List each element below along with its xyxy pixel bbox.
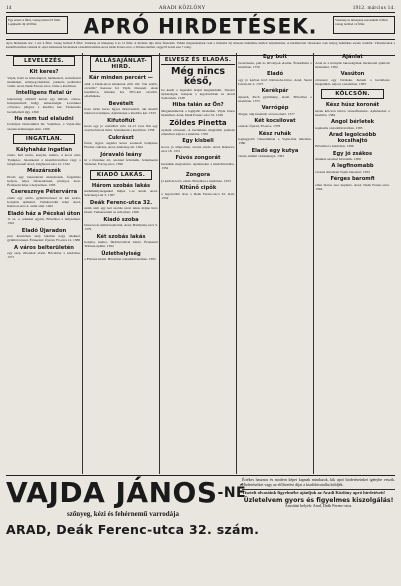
section-heading: ÁLLÁSAJÁNLAT-HIRD. [90,56,151,72]
ad-title: Bevételt [108,100,134,107]
notice-box [242,478,395,508]
classified-ad [238,148,311,159]
section-heading: KÖLCSÖN. [321,89,383,99]
ad-text: konyha, kamra, fürdőszobával kiadó. Értekezni Tribuna-épület. 1392 [84,240,158,249]
ad-title: Arad legolcsóbb kocsihajtó [328,131,377,144]
ad-text: Bővebbet a kiadóban. 1386 [315,144,354,149]
ad-title: Kerékpár [261,88,289,94]
ad-title: Kész ruhák [258,130,292,137]
ad-text: újszerű, Puch gyártmány, eladó. Bővebbet a kiadóban. 1375 [238,94,312,103]
ad-title: Férges baromfi [330,176,375,182]
classified-ad [161,67,234,100]
ad-column-2 [83,53,160,474]
newspaper-page [6,4,395,582]
masthead-right-box: Vasárnap és ünnepnap szavanként 6 fillér, vastag betűvel 12 fillér. [333,16,395,34]
ad-text: berendezés, pult és állványok eladók. Érdeklődni a kiadóban. 1370 [238,60,312,69]
ad-text: Megtekinthetők a legújabb modellek. Vajda János üzletében. Arad, Deák Ferenc-utca 32. 1349 [161,108,235,117]
ad-column-5 [314,53,391,474]
ad-text: Singer, alig használt, olcsón eladó. 1377 [238,111,295,116]
ad-text: Arad és a környék lakosságának tisztelettel ajánlom üzletemet. 1382 [315,60,390,69]
ad-title: Egy kisbeli [182,138,214,145]
classified-ad [315,151,389,162]
ad-text: keres egy jó családból való 14–15 éves fiút egy arad-belvárosi üzlet. Jelentkezni a kiadóban. 1358 [84,124,158,133]
classified-ad [161,138,234,153]
classified-ad [238,118,311,129]
ad-text: hozó üzlet keres ügyes üzletvezetőt, aki kisebb tőkével is belépne. Ajánlatokat a kiadóba kér. 1333 [84,107,158,116]
classified-ad [84,217,157,232]
ad-text: eladó. Két szoba, konyha, kamra, 4 kocsi szín, Tyúkpiac, Jelentkezni a kiadóhivatalban vagy a tulajdonosnál Arad, Zsigmond-utca 12. 1342 [7,153,81,166]
ad-title: Eladó ház a Pécskai úton [7,210,81,217]
classified-ad [161,102,234,117]
ad-text: ki a főzéshez ért, azonnal felvétetik. Jelentkezni Weiszné, Forray-utca. 1390 [84,158,158,167]
ad-title: Hiba talán az Ön? [172,102,224,109]
section-heading: KIADÓ LAKÁS. [90,170,151,180]
ad-text: forduljon bizalommal Dr. Vajdához, a Vajda-féle szerencsétlenségek után. 1399 [7,122,81,131]
running-header [6,4,395,13]
ad-title: Eladó [266,71,284,77]
ad-title: Két kocsilovat [254,117,296,124]
ad-title: Kitűnő cipők [179,185,217,191]
ad-title: Kit keres? [29,69,59,75]
classified-ad [315,119,389,130]
ad-column-4 [237,53,314,474]
ad-title: Mészárszék [27,168,61,174]
paper-name: ARADI KÖZLÖNY [158,5,206,11]
ad-title: Három szobás lakás [91,182,151,189]
ad-title: Zongora [185,172,211,179]
vajda-advert-name [6,476,247,509]
classified-ad [7,147,80,166]
ad-title: Zöldes Pinetta [169,119,227,128]
ad-text: munkás azonnal felvétetik. 1389 [315,157,361,161]
ad-text: vizsla, kitűnő vadászkutya. 1381 [238,154,285,158]
ad-title: Cukrászt [108,134,134,141]
ad-text: kocsi, jó állapotban, olcsón eladó. Arad, Rákóczi-utca 18. 1351 [161,144,235,153]
ad-text: ellen biztos szer kapható. Arad, Deák Ferenc-utca. 1394 [315,182,390,191]
classified-ad [315,71,389,86]
ad-title: Varrógép [261,105,289,111]
ad-title: Vasúton [340,71,365,77]
ad-text: ismeretség céljából keresi egy művelt, csinos, középtermetű hölgy ismeretségét. Leveleket »Tavasz« jeligére a kiadóba kér. Titoktartás becsületbeli ügy. 1360 [7,96,81,114]
ad-text: a Főtéren kiadó. Bővebbet a kiadóhivatalban. 1395 [84,257,156,261]
ad-title: Angol bérletek [330,119,375,125]
ad-text: Vajda, festő és mázolóipari, házmesteri, szobafestői munkákat, szőnyeg-tisztítást, parketta padlózást vállal. Arad, Deák Ferenc-utca. Címe a kiadóban. [7,75,81,88]
vajda-suffix: -NÉ [217,485,247,501]
section-heading: LEVELEZÉS. [13,56,74,66]
classified-ad [161,185,234,200]
classified-ad [7,189,80,208]
ad-title: Kályhaház ingatlan [15,146,73,153]
classified-ad [7,211,80,226]
ad-title: Kár minden percért — [89,75,153,81]
ad-text: jó karban levő, eladó. Bővebbet a kiadóban. 1353 [161,178,231,183]
ad-text: ha kezdi a legszebb áruját megrendelni. Tavaszi újdonságok, kalapok a legolcsóbbak az Aradi Szalonban. 1348 [161,87,235,100]
ad-text: Eladó egy berendezett mészárszék, forgalmas helyen, teljes felszereléssel, jutányos áron. Értekezni lehet a helyszínen. 1305 [7,174,81,187]
ad-text: fiatal, ügyes segédet keres azonnali belépésre Fischer cukrász, Arad, Andrássy-tér. 1364 [84,141,158,150]
classified-ad [161,119,234,136]
ad-text: eladok. Újarad, Fő-utca. 1378 [238,124,281,129]
classified-ad [84,75,157,99]
classified-ad [84,234,157,249]
vajda-name: VAJDA JÁNOS [6,476,218,509]
ad-title: A város belterületén [14,244,74,251]
ad-text: elveszett egy bőrtáska. Kérem a becsületes megtalálót, adja le a kiadóban. 1383 [315,77,390,86]
classified-ad [7,69,80,88]
ad-text: szám alatt egy két szobás utcai lakás május hóra kiadó. Tudakozódni az udvarban. 1366 [84,206,158,215]
page-number: 14 [6,5,12,11]
classified-ad [7,90,80,114]
notice-small: Árusítási helyek: Arad, Deák Ferenc-utca. [284,502,353,508]
ad-title: Fúvós zongorát [175,155,221,162]
classified-ad [84,152,157,167]
ad-title: Kifutófiút [107,117,135,124]
vajda-subtitle: szőnyeg, kézi és fehérnemű varrodája [66,510,180,518]
ad-title: Egy jó zsákos [332,150,373,157]
ad-column-3 [160,53,237,474]
notice-text: Értékes hasznos és modern képet kapnak mindazok, kik apró hirdetéseinket igénybe veszik. Hirdetéseiket vagy az előfizetési díjat a kiadóhivatalba küldjék. [242,477,395,487]
classified-ad [238,105,311,116]
ad-title: Egy bolt [263,54,287,60]
ad-title: A legfinomabb [331,163,374,170]
classified-ad [84,183,157,198]
ad-title: Kész húsz koronát [325,102,380,108]
ad-title: Intelligens fiatal úr [16,90,72,97]
ad-text: amit a Deák-utcai kirakatok előtt tölt. Van szebb, olcsóbb? Keresse fel Vajda Jánosnét. Árak leszállítva, minden áru 30%-kal olcsóbb. »Kellékek« [84,81,158,99]
ad-title: Cseresznye Pétervárra [10,189,78,196]
ad-title: Eladó egy kutya [251,147,299,154]
ad-title: Még nincs késő, [170,66,226,87]
ad-text: egy szép villatelek eladó. Bővebbet a kiadóban. 1371 [7,251,81,260]
ad-text: legnagyobb választékban a Vajda-féle üzletben. 1380 [238,137,312,146]
ad-text: tavaszi divatáruk Vajda Jánosnál. 1393 [315,169,370,174]
ad-title: Két szobás lakás [96,233,146,240]
ad-text: eladó egy szőlő, gyümölcsössel és két szoba, konyhás épülettel. Tudakozódni lehet Arad, Rákóczi-utca 4. szám alatt. 1402 [7,195,81,209]
classified-ad [84,200,157,215]
classified-ad [315,54,389,69]
classified-ad [238,71,311,86]
section-heading: INGATLAN. [13,134,74,144]
ad-text: egy jó karban lévő hálószoba-bútor. Arad, Szent István-tér 2. 1373 [238,77,312,86]
classified-ad [84,118,157,133]
ad-text: kérek kölcsön biztos visszafizetésre. Ajánlatokat a kiadóba. 1384 [315,108,390,117]
classified-ad [315,163,389,174]
classified-ad [7,116,80,131]
ad-text: 11 sz. a. telekkel együtt. Bővebbet a helyszínen. 1391 [7,217,81,226]
classified-ad [84,251,157,262]
ad-title: Kiadó szoba [103,216,139,223]
classified-ad [84,101,157,116]
classified-ad [7,245,80,260]
classified-ad [7,168,80,187]
ad-title: Ha nem tud elaludni [14,115,74,122]
notice-caption: Üzletelvem gyors és figyelmes kiszolgálás! [243,496,394,504]
classified-ad [315,132,389,149]
classified-ad [238,88,311,103]
classified-ad [238,54,311,69]
rates-notice: Apró hirdetések ára: 1 szó 4 fillér, vastag betűvel 8 fillér. Vasárnap és ünnepnap 6 és 12 fillér. A hirdetés díja előre fizetendő. Vidéki megrendelések csak a hirdetési díj előzetes beküldése mellett teljesíttetnek. A kiadóhivatal válaszokat csak bélyeg beküldése esetén továbbít. Válaszlevelek a kiadóhivatalban vehetők át. Apró hirdetések felvétetnek a kiadóhivatalban Arad, Deák Ferenc-utca, a Tribuna mellett, reggel 8 órától este 7 óráig. [6,40,395,56]
masthead-left-box: Egy szóért 4 fillér, vastag betűvel 8 fillér. Legkisebb díj 40 fillér. [6,16,68,34]
masthead [6,13,395,40]
ad-title: Üzlethelyiség [101,250,141,257]
ad-columns [6,53,395,474]
classified-ad [84,135,157,150]
ad-title: Deák Ferenc-utca 32. [89,199,153,206]
vajda-address: ARAD, Deák Ferenc-utca 32. szám. [6,522,260,537]
classified-ad [315,102,389,117]
issue-date: 1912. március 14. [352,5,395,11]
ad-text: mellékhelyiségekkel május 1-re kiadó Arad, Széchenyi-tér 3. 1387 [84,189,158,198]
notice-bold: Tisztelt olvasóink figyelmébe ajánljuk az Aradi Közlöny apró hirdetéseit! [242,490,386,495]
ad-title: Jóravaló leány [100,151,142,158]
ad-text: piac közelében szép lakóház nagy telekkel, gyümölcsössel. Értekezni: Újarad, Fő-utca 12. 1388 [7,234,81,243]
ad-title: Eladó Újaradon [21,227,67,234]
ad-text: bútorozott, külön bejárattal, Arad, Batthyány-utca 5. 1379 [84,223,158,232]
ad-title: Ajánlat [342,54,363,60]
ad-text: keresünk megvételre. Ajánlatokat a kiadóhivatalba. 1352 [161,161,235,170]
ad-text: kaphatók a kiadóhivatalban. 1385 [315,125,363,130]
classified-ad [161,155,234,170]
classified-ad [7,228,80,243]
classified-ad [238,131,311,146]
classified-ad [315,176,389,191]
page-title: APRÓ HIRDETÉSEK. [83,13,318,39]
bottom-advert-area [6,475,395,583]
section-heading: ELVESZ ÉS ELADÁS. [161,55,234,65]
ad-column-1 [6,53,83,474]
ad-text: a legolcsóbb áron a Deák Ferenc-utca 32. alatt. 1354 [161,191,235,200]
classified-ad [161,172,234,183]
ad-text: nyakék elveszett. A becsületes megtaláló jutalom ellenében adja le a kiadóba. 1350 [161,127,235,136]
